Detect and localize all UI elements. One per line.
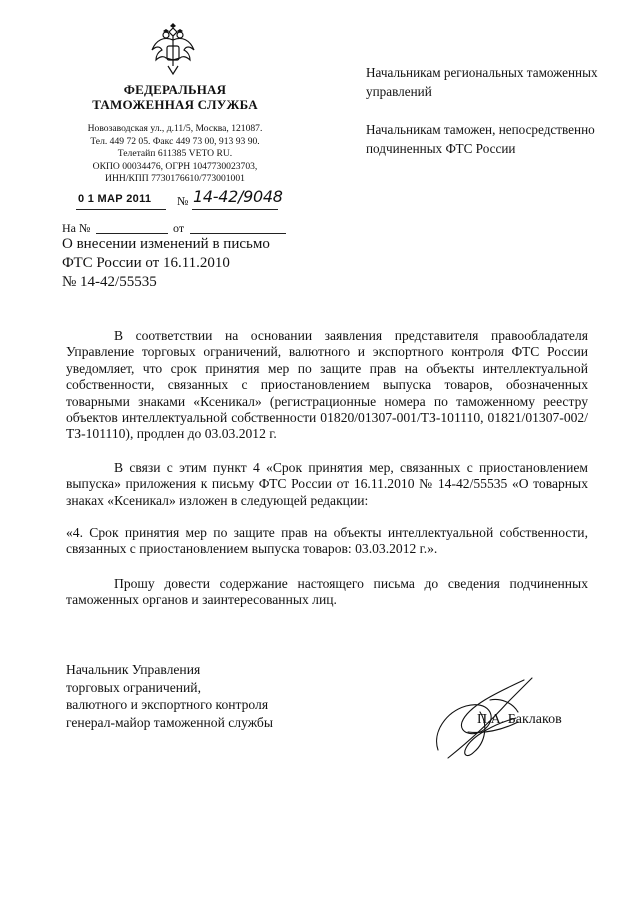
address-line: ИНН/КПП 7730176610/773001001 <box>105 173 245 185</box>
body-paragraph-2: В связи с этим пункт 4 «Срок принятия мер, связанных с приостановлением выпуска» приложения к письму ФТС России от 16.11.2010 № 14-42/55535 «О товарных знаках «Ксеникал» изложен в следующей редакции: <box>66 460 588 508</box>
letterhead-address <box>60 123 290 186</box>
address-line: Телетайп 611385 VETO RU. <box>117 148 233 160</box>
reference-date-blank <box>190 233 286 234</box>
signer-title-line: валютного и экспортного контроля <box>66 697 269 712</box>
letter-number: 14-42/9048 <box>193 187 283 206</box>
reference-number-label: На № <box>62 221 91 235</box>
subject-line: О внесении изменений в письмо <box>62 236 270 252</box>
signer-title <box>66 661 273 731</box>
number-underline <box>192 209 278 210</box>
body-paragraph-3: «4. Срок принятия мер по защите прав на объекты интеллектуальной собственности, связанных с приостановлением выпуска товаров: 03.03.2012 г.». <box>66 525 588 557</box>
body-paragraph-4: Прошу довести содержание настоящего письма до сведения подчиненных таможенных органов и заинтересованных лиц. <box>66 576 588 608</box>
org-name-line1: ФЕДЕРАЛЬНАЯ <box>123 82 227 97</box>
addressee-regional: Начальникам региональных таможенных управлений <box>366 65 598 99</box>
date-underline <box>76 209 166 210</box>
number-label: № <box>177 194 189 208</box>
reference-number-blank <box>96 233 168 234</box>
address-line: ОКПО 00034476, ОГРН 1047730023703, <box>92 160 258 172</box>
org-name-line2: ТАМОЖЕННАЯ СЛУЖБА <box>92 97 258 112</box>
address-line: Тел. 449 72 05. Факс 449 73 00, 913 93 90. <box>90 135 260 147</box>
subject-line: № 14-42/55535 <box>62 274 157 290</box>
subject-line: ФТС России от 16.11.2010 <box>62 255 230 271</box>
letter-date-stamp: 0 1 МАР 2011 <box>78 193 152 205</box>
state-emblem-icon <box>148 22 198 76</box>
signer-title-line: торговых ограничений, <box>66 679 201 695</box>
addressee-customs: Начальникам таможен, непосредственно подчиненных ФТС России <box>366 122 595 156</box>
signer-name: П.А. Баклаков <box>477 712 562 727</box>
body-paragraph-1: В соответствии на основании заявления представителя правообладателя Управление торговых ограничений, валютного и экспортного контроля ФТС России уведомляет, что срок принятия мер по защите прав на объекты интеллектуальной собственности, связанных с приостановлением выпуска товаров, обозначенных товарными знаками «Ксеникал» (регистрационные номера по таможенному реестру объектов интеллектуальной собственности 01820/01307-001/ТЗ-101110, 01821/01307-002/ТЗ-101110), продлен до 03.03.2012 г. <box>66 328 588 442</box>
reference-date-label: от <box>173 221 185 235</box>
signer-title-line: Начальник Управления <box>66 662 201 677</box>
signer-title-line: генерал-майор таможенной службы <box>66 714 273 730</box>
address-line: Новозаводская ул., д.11/5, Москва, 121087. <box>87 123 263 134</box>
